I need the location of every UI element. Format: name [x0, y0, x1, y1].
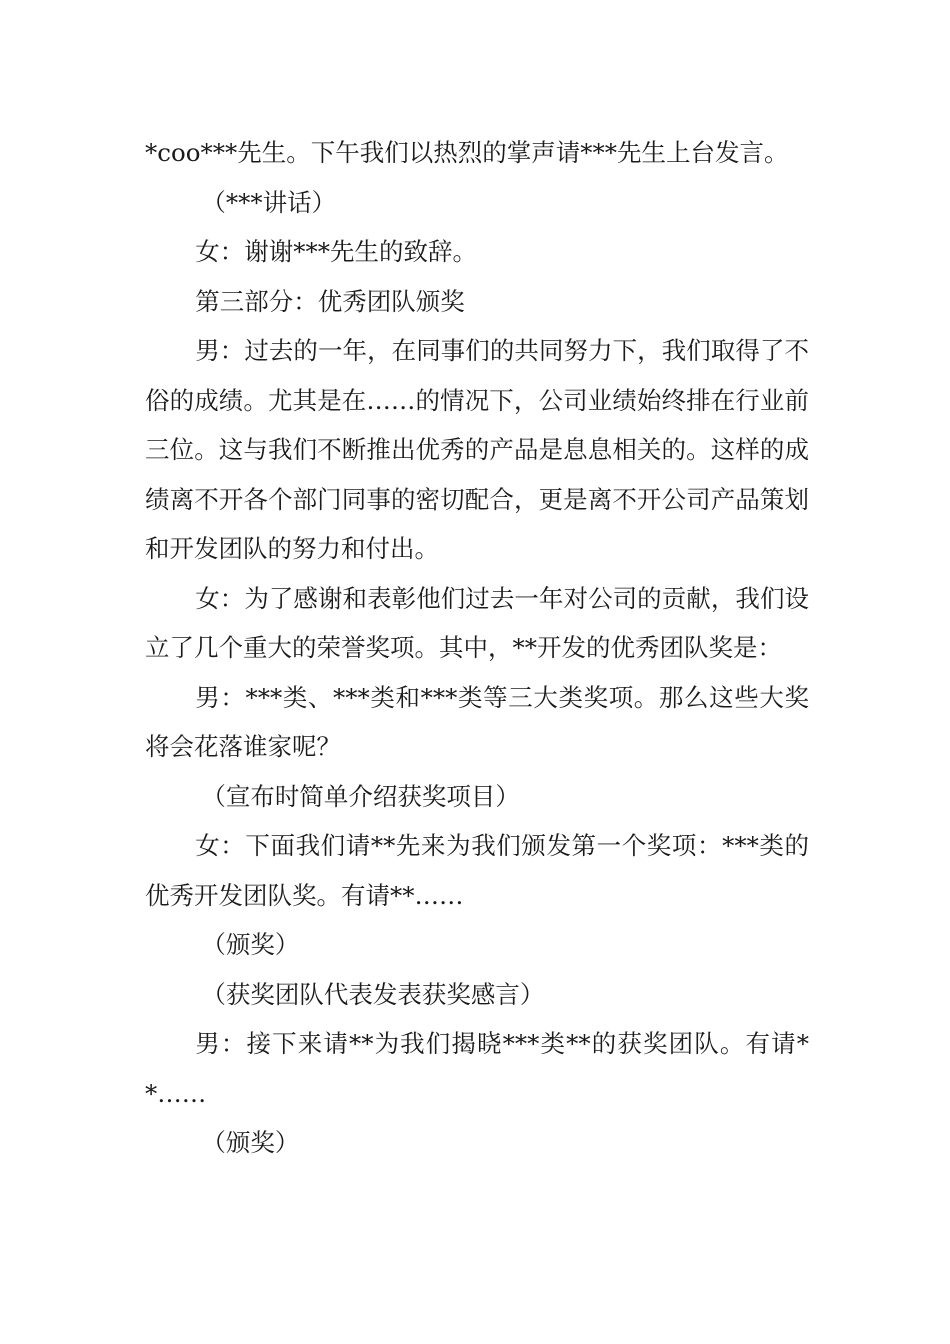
- stage-direction-announce: （宣布时简单介绍获奖项目）: [201, 781, 520, 811]
- paragraph-female-first-award: 女：下面我们请**先来为我们颁发第一个奖项：***类的优秀开发团队奖。有请**……: [145, 831, 809, 910]
- stage-direction-speech: （***讲话）: [201, 187, 337, 217]
- paragraph-male-next-award: 男：接下来请**为我们揭晓***类**的获奖团队。有请**……: [145, 1029, 809, 1108]
- paragraph-male-award-categories: 男：***类、***类和***类等三大类奖项。那么这些大奖将会花落谁家呢？: [145, 682, 809, 761]
- section-heading-part-three: 第三部分：优秀团队颁奖: [195, 286, 465, 316]
- stage-direction-acceptance-speech: （获奖团队代表发表获奖感言）: [201, 979, 545, 1009]
- document-body: [145, 128, 809, 1168]
- stage-direction-present-award: （颁奖）: [201, 930, 300, 959]
- paragraph-continuation: *coo***先生。下午我们以热烈的掌声请***先生上台发言。: [145, 138, 789, 167]
- paragraph-male-achievements: 男：过去的一年，在同事们的共同努力下，我们取得了不俗的成绩。尤其是在……的情况下，公司业绩始终排在行业前三位。这与我们不断推出优秀的产品是息息相关的。这样的成绩离不开各个部门同事的密切配合，更是离不开公司产品策划和开发团队的努力和付出。: [145, 336, 809, 563]
- paragraph-female-awards-intro: 女：为了感谢和表彰他们过去一年对公司的贡献，我们设立了几个重大的荣誉奖项。其中，**开发的优秀团队奖是：: [145, 583, 809, 662]
- stage-direction-present-award-2: （颁奖）: [201, 1128, 300, 1157]
- paragraph-female-thanks: 女：谢谢***先生的致辞。: [195, 237, 477, 266]
